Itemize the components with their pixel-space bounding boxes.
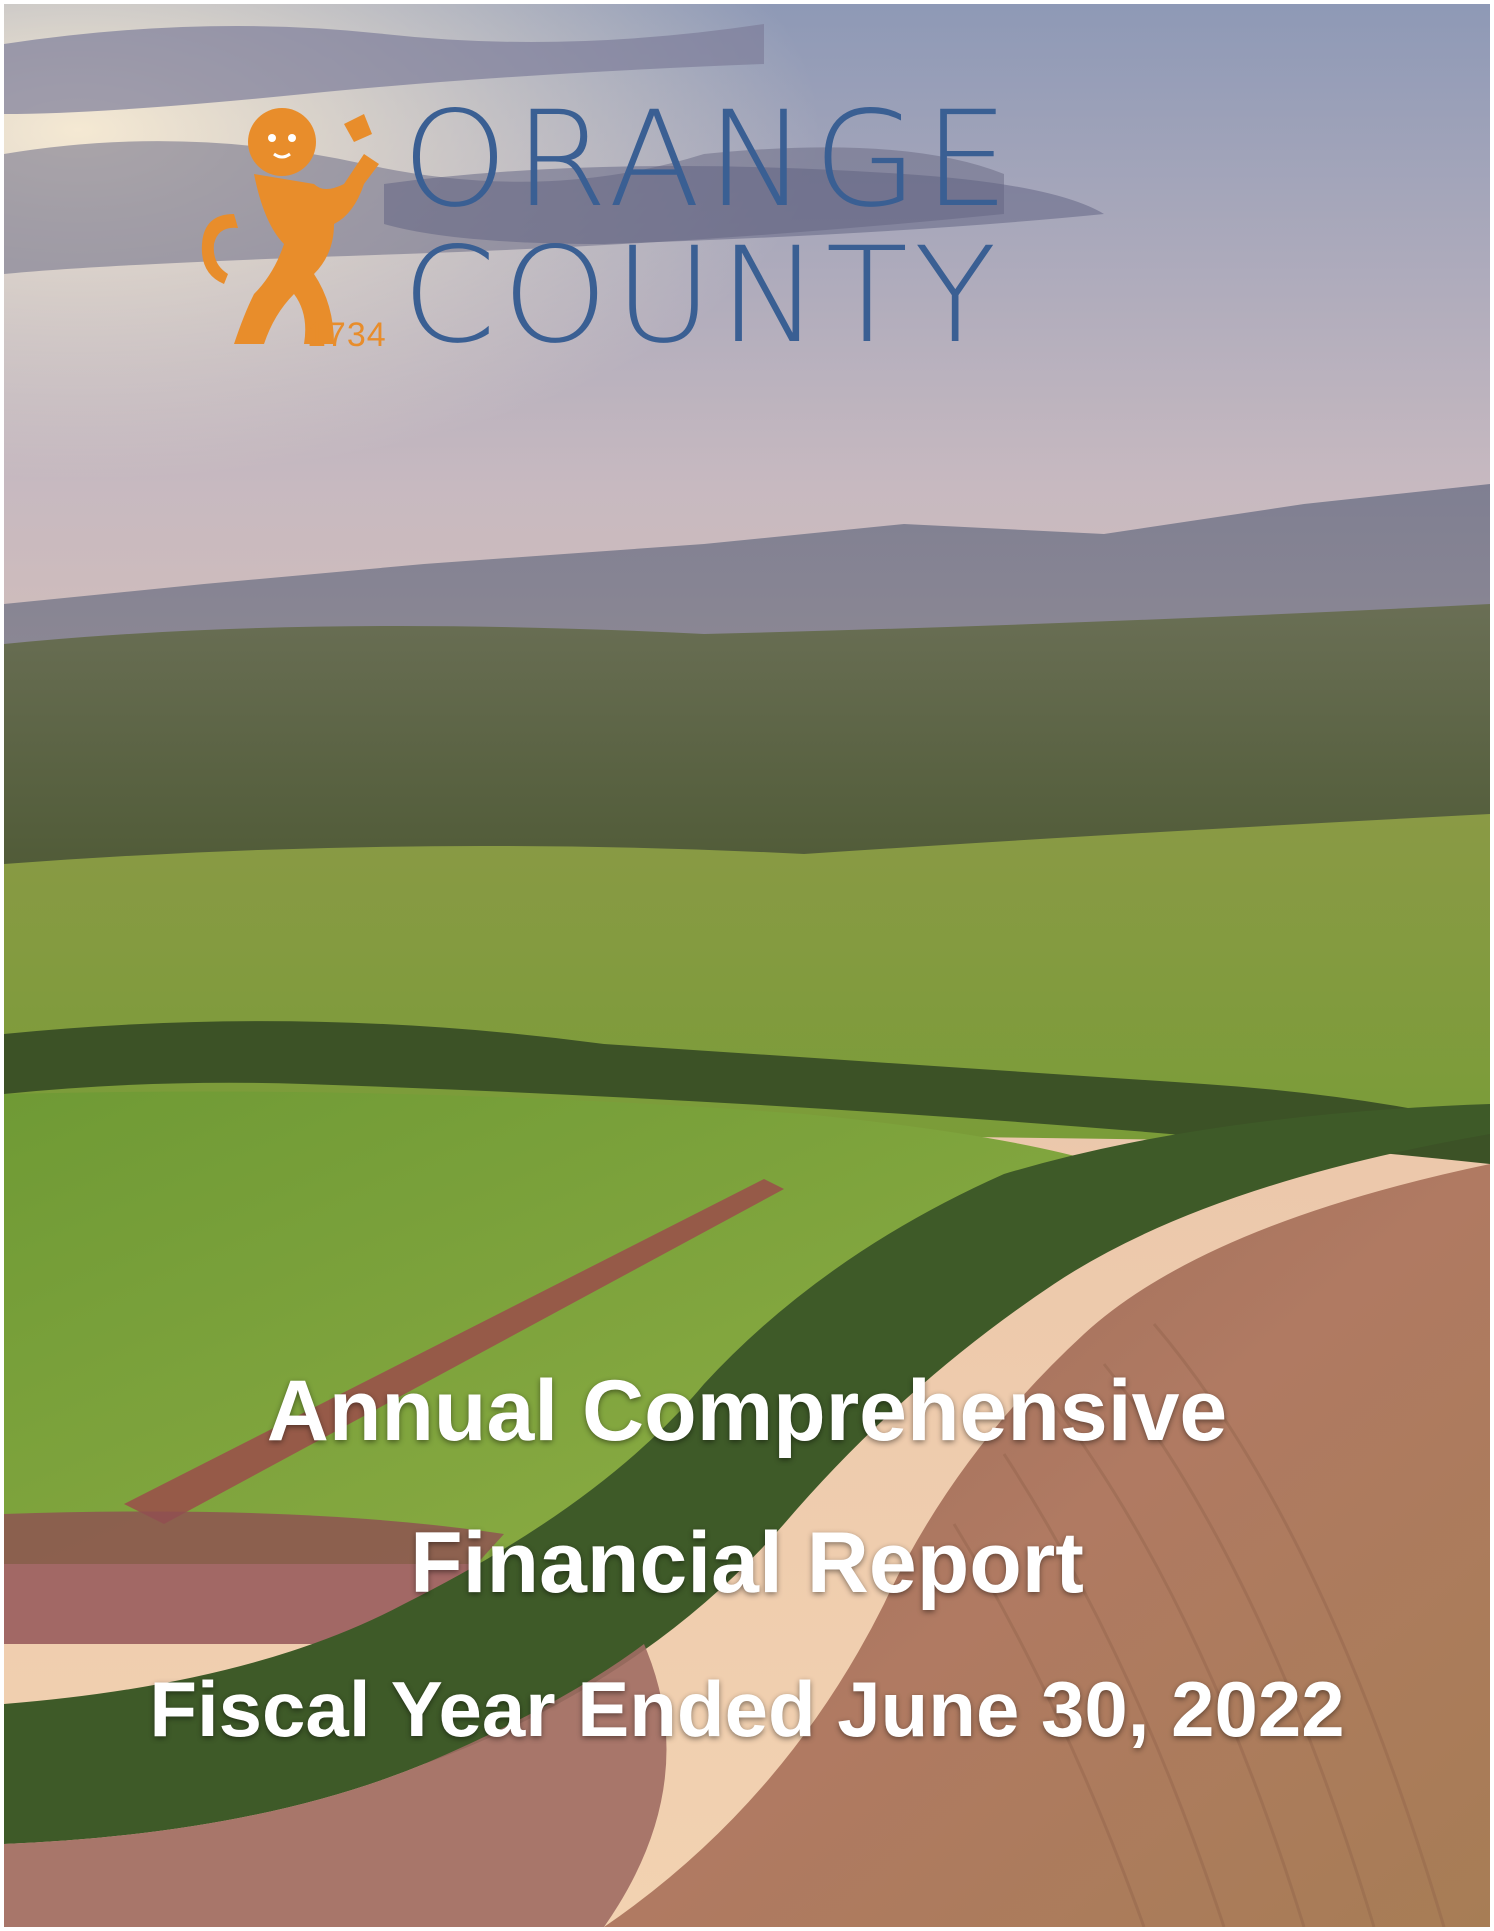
county-logo bbox=[194, 83, 1174, 373]
report-title-line-2: Financial Report bbox=[410, 1515, 1084, 1611]
landscape-photo bbox=[4, 4, 1490, 1927]
founding-year: 1734 bbox=[307, 316, 387, 354]
report-title-line-1: Annual Comprehensive bbox=[266, 1363, 1228, 1459]
wordmark-line-2: COUNTY bbox=[402, 219, 1003, 373]
county-wordmark bbox=[402, 83, 1016, 373]
wordmark-line-1: ORANGE bbox=[402, 83, 1016, 237]
fiscal-year-line: Fiscal Year Ended June 30, 2022 bbox=[149, 1665, 1345, 1753]
